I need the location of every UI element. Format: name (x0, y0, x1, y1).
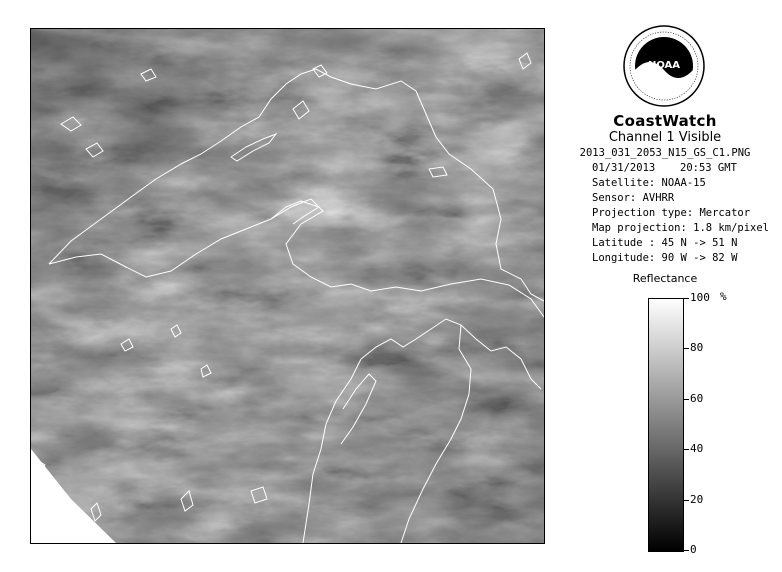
colorbar-tick-label: 0 (690, 543, 697, 556)
satellite-image-panel (30, 28, 545, 544)
colorbar-title: Reflectance (632, 272, 698, 285)
legend-panel (560, 20, 770, 560)
noaa-logo-icon (622, 24, 706, 108)
colorbar-tick-label: 60 (690, 392, 704, 405)
colorbar-tick (683, 500, 689, 501)
colorbar-tick (683, 298, 689, 299)
colorbar-tick-label: 100 (690, 291, 710, 304)
satellite-image (31, 29, 544, 543)
app-title: CoastWatch (613, 112, 717, 130)
colorbar-tick (683, 399, 689, 400)
colorbar-tick (683, 348, 689, 349)
longitude-label: Longitude: 90 W -> 82 W (592, 252, 738, 264)
channel-label: Channel 1 Visible (608, 130, 722, 145)
colorbar-tick (683, 449, 689, 450)
time-label: 20:53 GMT (680, 162, 737, 174)
projection-type-label: Projection type: Mercator (592, 207, 751, 219)
colorbar-tick-label: 20 (690, 493, 704, 506)
colorbar-unit: % (720, 290, 727, 303)
image-shading (31, 29, 544, 543)
logo-text: NOAA (647, 60, 681, 71)
satellite-label: Satellite: NOAA-15 (592, 177, 706, 189)
sensor-label: Sensor: AVHRR (592, 192, 675, 204)
colorbar-tick-label: 80 (690, 341, 704, 354)
latitude-label: Latitude : 45 N -> 51 N (592, 237, 738, 249)
colorbar-tick-label: 40 (690, 442, 704, 455)
map-projection-label: Map projection: 1.8 km/pixel (592, 222, 770, 234)
colorbar-tick (683, 550, 689, 551)
filename-label: 2013_031_2053_N15_GS_C1.PNG (579, 147, 751, 159)
date-label: 01/31/2013 (592, 162, 656, 174)
colorbar (648, 298, 684, 552)
